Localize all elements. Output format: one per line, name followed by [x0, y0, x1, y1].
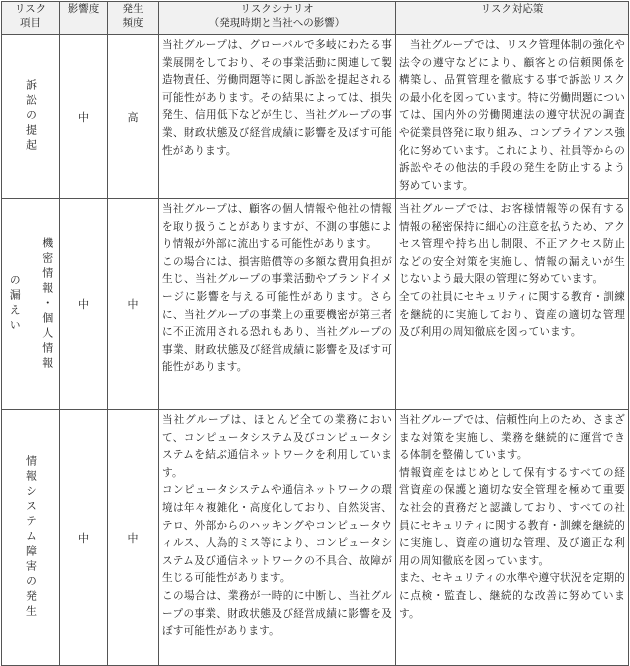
risk-item-cell — [2, 35, 60, 199]
risk-item-label: 機密情報・個人情報 — [40, 236, 54, 372]
scenario-cell — [159, 35, 396, 199]
scenario-paragraph: 当社グループは、顧客の個人情報や他社の情報を取り扱うことがありますが、不測の事態により情報が外部に流出する可能性があります。 — [162, 203, 392, 251]
risk-item-label: 情報システム障害の発生 — [24, 455, 38, 620]
risk-table — [1, 1, 629, 666]
measure-paragraph: 当社グループでは、お客様情報等の保有する情報の秘密保持に細心の注意を払うため、アクセス管理や持ち出し制限、不正アクセス防止などの安全対策を実施し、情報の漏えいが生じないよう最大限の管理に努めています。 — [399, 203, 625, 286]
scenario-paragraph: この場合には、損害賠償等の多額な費用負担が生じ、当社グループの事業活動やブランドイメージに影響を与える可能性があります。さらに、当社グループの事業上の重要機密が第三者に不正流用される恐れもあり、当社グループの事業、財政状態及び経営成績に影響を及ぼす可能性があります。 — [162, 255, 392, 374]
impact-cell: 中 — [60, 199, 108, 410]
frequency-cell: 中 — [108, 410, 159, 666]
risk-item-cell — [2, 199, 60, 410]
header-frequency: 発生 頻度 — [108, 2, 159, 35]
header-risk-item: リスク 項目 — [2, 2, 60, 35]
impact-cell: 中 — [60, 410, 108, 666]
measure-paragraph: 情報資産をはじめとして保有するすべての経営資産の保護と適切な安全管理を極めて重要な社会的責務だと認識しており、すべての社員にセキュリティに関する教育・訓練を継続的に実施し、資産の適切な管理、及び適正な利用の周知徹底を図っています。 — [399, 466, 625, 567]
scenario-paragraph: コンピュータシステムや通信ネットワークの環境は年々複雑化・高度化しており、自然災害、テロ、外部からのハッキングやコンピュータウィルス、人為的ミス等により、コンピュータシステム及び通信ネットワークの不具合、故障が生じる可能性があります。 — [162, 484, 392, 585]
risk-item-label: 訴訟の提起 — [24, 79, 38, 154]
scenario-paragraph: この場合は、業務が一時的に中断し、当社グループの事業、財政状態及び経営成績に影響を及ぼす可能性があります。 — [162, 589, 392, 638]
scenario-paragraph: 当社グループは、ほとんど全ての業務において、コンピュータシステム及びコンピュータシステムを結ぶ通信ネットワークを利用しています。 — [162, 414, 392, 479]
header-row — [2, 2, 629, 35]
header-scenario: リスクシナリオ （発現時期と当社への影響） — [159, 2, 396, 35]
measure-paragraph: また、セキュリティの水準や遵守状況を定期的に点検・監査し、継続的な改善に努めています。 — [399, 572, 625, 620]
measure-paragraph: 当社グループでは、リスク管理体制の強化や法令の遵守などにより、顧客との信頼関係を構築し、品質管理を徹底する事で訴訟リスクの最小化を図っています。特に労働問題については、国内外の労働関連法の遵守状況の調査や従業員啓発に取り組み、コンプライアンス強化に努めています。これにより、社員等からの訴訟やその他法的手段の発生を防止するよう努めています。 — [399, 39, 625, 192]
measure-paragraph: 全ての社員にセキュリティに関する教育・訓練を継続的に実施しており、資産の適切な管理及び利用の周知徹底を図っています。 — [399, 290, 625, 339]
frequency-cell: 高 — [108, 35, 159, 199]
measure-cell — [396, 35, 629, 199]
risk-item-label: の漏えい — [8, 274, 22, 334]
scenario-cell — [159, 410, 396, 666]
measure-paragraph: 当社グループでは、信頼性向上のため、さまざまな対策を実施し、業務を継続的に運営できる体制を整備しています。 — [399, 414, 625, 462]
frequency-cell: 中 — [108, 199, 159, 410]
measure-cell — [396, 199, 629, 410]
risk-item-cell — [2, 410, 60, 666]
table-row — [2, 410, 629, 666]
table-row — [2, 35, 629, 199]
scenario-paragraph: 当社グループは、グローバルで多岐にわたる事業展開をしており、その事業活動に関連して製造物責任、労働問題等に関し訴訟を提起される可能性があります。その結果によっては、損失発生、信用低下などが生じ、当社グループの事業、財政状態及び経営成績に影響を及ぼす可能性があります。 — [162, 39, 392, 157]
header-impact: 影響度 — [60, 2, 108, 35]
header-measure: リスク対応策 — [396, 2, 629, 35]
measure-cell — [396, 410, 629, 666]
impact-cell: 中 — [60, 35, 108, 199]
scenario-cell — [159, 199, 396, 410]
table-row — [2, 199, 629, 410]
